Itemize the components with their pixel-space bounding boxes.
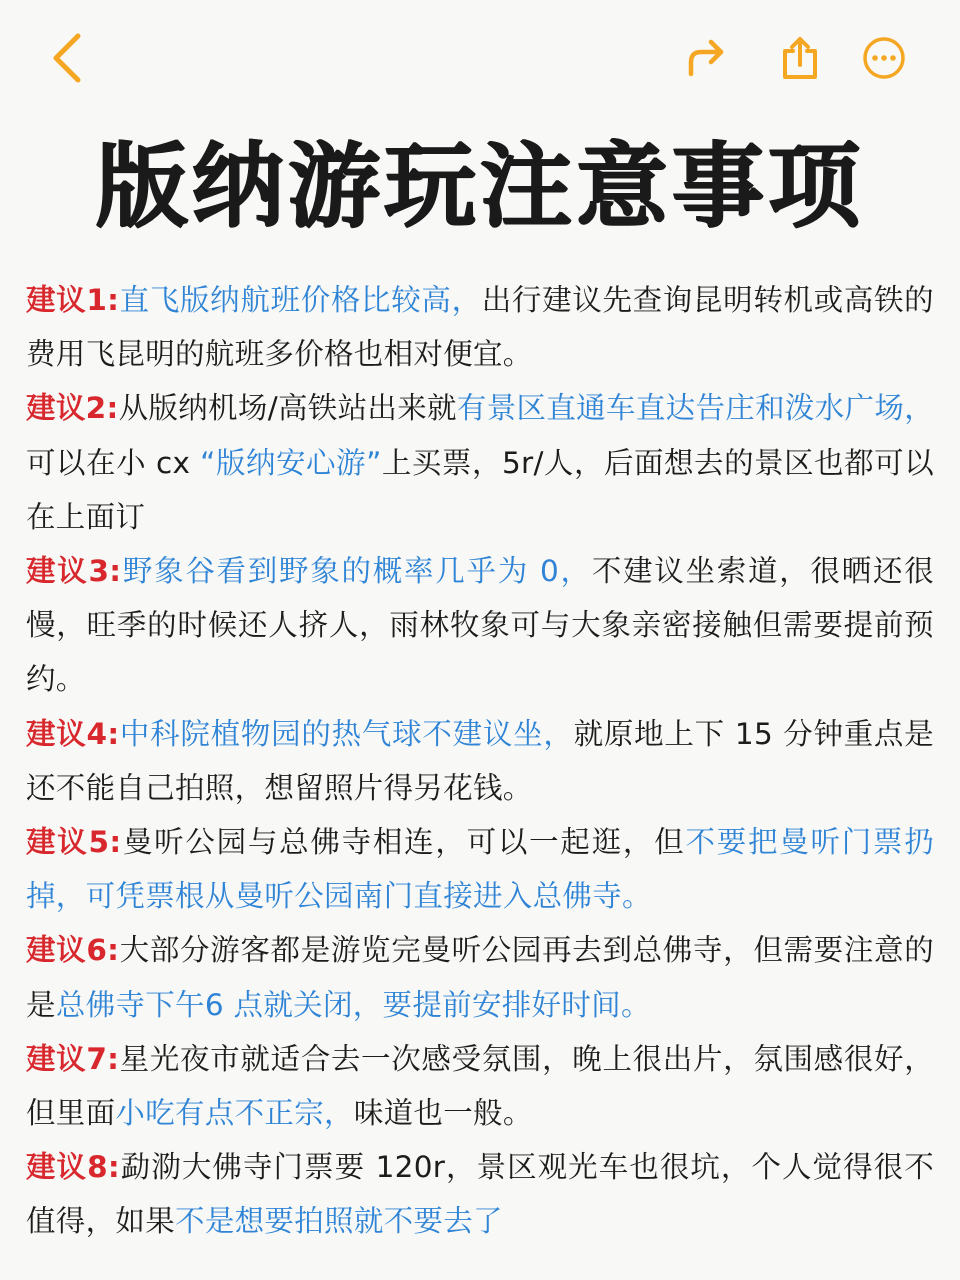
tip-item [26, 273, 934, 381]
tip-text: 星光夜市就适合去一次感受氛围，晚上很出片，氛围感很好，但里面 [26, 1041, 934, 1131]
page-title: 版纳游玩注意事项 [95, 133, 864, 240]
tip-label: 建议8: [26, 1150, 121, 1185]
tip-highlight-text: 直飞版纳航班价格比较高， [119, 283, 482, 317]
tip-item [26, 815, 934, 923]
tip-text: 味道也一般。 [353, 1096, 533, 1131]
tip-item [26, 923, 934, 1031]
tip-label: 建议7: [26, 1041, 120, 1076]
tip-label: 建议6: [26, 933, 120, 968]
tip-highlight-text: 不要把曼听门票扔掉，可凭票根从曼听公园南门直接进入总佛寺。 [26, 825, 935, 914]
tip-item [26, 707, 934, 815]
tip-highlight-text: 不是想要拍照就不要去了 [175, 1204, 503, 1239]
tip-item [26, 1032, 934, 1140]
tips-list [26, 273, 934, 1249]
forward-arrow-icon[interactable] [678, 30, 734, 86]
tip-text: 大部分游客都是游览完曼听公园再去到总佛寺，但需要注意的是 [26, 933, 934, 1022]
tip-label: 建议3: [26, 554, 122, 589]
tip-label: 建议2: [26, 391, 119, 426]
tip-item [26, 544, 934, 707]
tip-label: 建议5: [26, 825, 122, 860]
tip-highlight-text: 中科院植物园的热气球不建议坐， [119, 716, 574, 751]
share-icon[interactable] [772, 30, 828, 86]
tip-highlight-text: 总佛寺下午6 点就关闭，要提前安排好时间。 [55, 987, 651, 1022]
tip-text: 勐泐大佛寺门票要 120r，景区观光车也很坑，个人觉得很不值得，如果 [26, 1150, 934, 1239]
tip-highlight-text: “版纳安心游” [200, 445, 382, 480]
tip-text: 从版纳机场/高铁站出来就 [118, 391, 457, 426]
tip-label: 建议4: [26, 716, 120, 751]
tip-highlight-text: 野象谷看到野象的概率几乎为 0， [121, 554, 592, 589]
tip-text: 出行建议先查询昆明转机或高铁的费用飞昆明的航班多价格也相对便宜。 [26, 283, 934, 372]
tip-item [26, 381, 934, 544]
tip-text: 上买票，5r/人，后面想去的景区也都可以在上面订 [26, 445, 934, 534]
tip-text: 不建议坐索道，很晒还很慢，旺季的时候还人挤人，雨林牧象可与大象亲密接触但需要提前预约。 [26, 554, 934, 697]
chevron-left-icon[interactable] [40, 30, 96, 86]
tip-highlight-text: 小吃有点不正宗， [115, 1096, 354, 1131]
tip-item [26, 1140, 934, 1248]
tip-label: 建议1: [26, 283, 120, 317]
tip-text: 曼听公园与总佛寺相连，可以一起逛，但 [121, 825, 686, 860]
tip-text: 可以在小 cx [26, 445, 201, 480]
more-circle-icon[interactable] [856, 30, 912, 86]
tip-text: 就原地上下 15 分钟重点是还不能自己拍照，想留照片得另花钱。 [26, 716, 934, 805]
tip-highlight-text: 有景区直通车直达告庄和泼水广场， [456, 391, 934, 426]
